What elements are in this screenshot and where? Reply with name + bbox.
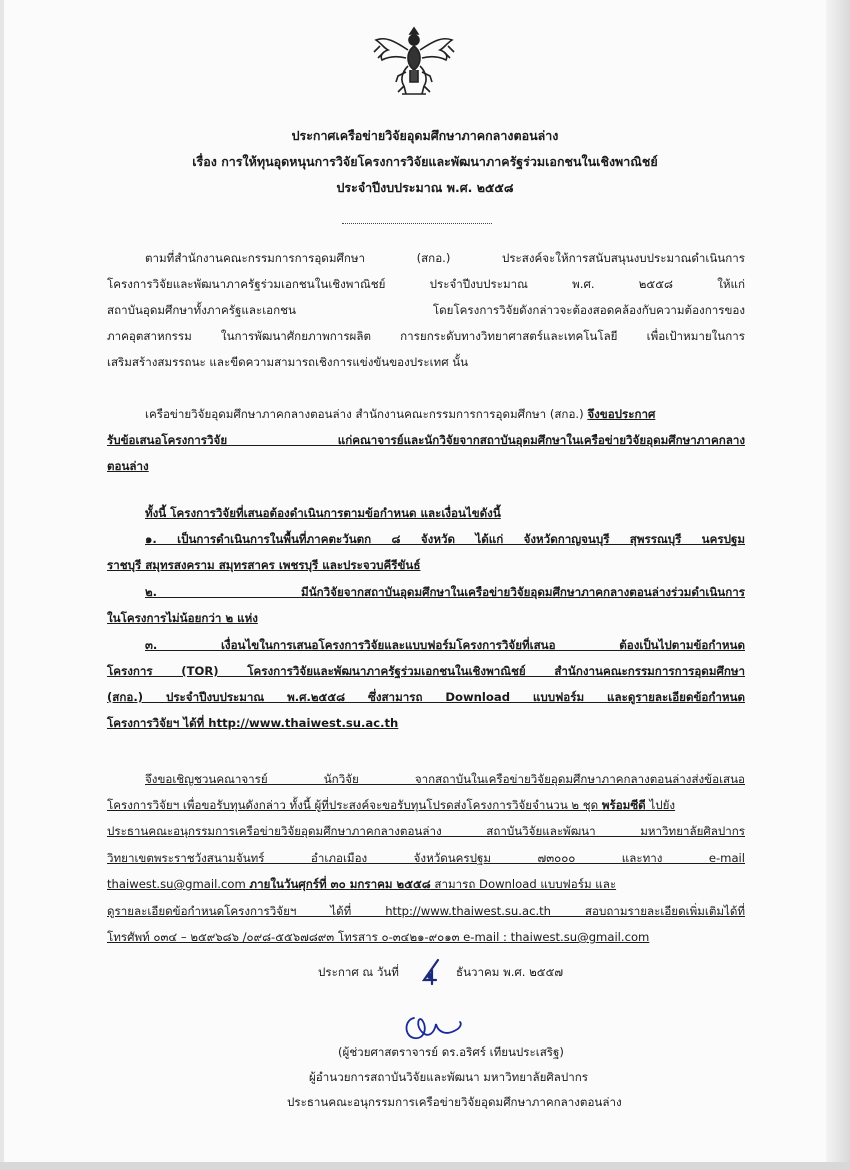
- signer-name: (ผู้ช่วยศาสตราจารย์ ดร.อริศร์ เทียนประเสริฐ): [338, 1045, 564, 1059]
- invite-text: ไปยัง: [645, 798, 676, 812]
- condition-3-line: โครงการ (TOR) โครงการวิจัยและพัฒนาภาครัฐร่วมเอกชนในเชิงพาณิชย์ สำนักงานคณะกรรมการการอุดมศึกษา: [107, 664, 745, 678]
- invite-line: วิทยาเขตพระราชวังสนามจันทร์ อำเภอเมือง จังหวัดนครปฐม ๗๓๐๐๐ และทาง e-mail: [107, 851, 745, 865]
- invite-text: สามารถ Download แบบฟอร์ม และ: [430, 877, 617, 891]
- condition-1-line: ๑. เป็นการดำเนินการในพื้นที่ภาคตะวันตก ๘ จังหวัด ได้แก่ จังหวัดกาญจนบุรี สุพรรณบุรี นครปฐม: [145, 532, 745, 546]
- invite-line: [107, 876, 616, 892]
- condition-1-line: ราชบุรี สมุทรสงคราม สมุทรสาคร เพชรบุรี และประจวบคีรีขันธ์: [107, 558, 421, 572]
- invite-emphasis: พร้อมซีดี: [601, 798, 646, 812]
- para1-line: ตามที่สำนักงานคณะกรรมการการอุดมศึกษา (สกอ.) ประสงค์จะให้การสนับสนุนงบประมาณดำเนินการ: [145, 251, 745, 265]
- announcement-subject: เรื่อง การให้ทุนอุดหนุนการวิจัยโครงการวิจัยและพัฒนาภาครัฐร่วมเอกชนในเชิงพาณิชย์: [192, 154, 658, 169]
- para2-emphasis: จึงขอประกาศ: [587, 407, 656, 421]
- invite-line: จึงขอเชิญชวนคณาจารย์ นักวิจัย จากสถาบันในเครือข่ายวิจัยอุดมศึกษาภาคกลางตอนล่างส่งข้อเสนอ: [145, 772, 745, 786]
- condition-3-line: (สกอ.) ประจำปีงบประมาณ พ.ศ.๒๕๕๘ ซึ่งสามารถ Download แบบฟอร์ม และดูรายละเอียดข้อกำหนด: [107, 690, 745, 704]
- condition-3-line: ๓. เงื่อนไขในการเสนอโครงการวิจัยและแบบฟอร์มโครงการวิจัยที่เสนอ ต้องเป็นไปตามข้อกำหนด: [145, 638, 745, 652]
- announcement-fiscal-year: ประจำปีงบประมาณ พ.ศ. ๒๕๕๘: [336, 180, 514, 195]
- deadline: ภายในวันศุกร์ที่ ๓๐ มกราคม ๒๕๕๘: [249, 877, 431, 891]
- signature-icon: [400, 1010, 472, 1046]
- header-divider: [342, 223, 492, 224]
- scan-left-edge: [0, 0, 4, 1170]
- signer-title: ประธานคณะอนุกรรมการเครือข่ายวิจัยอุดมศึกษาภาคกลางตอนล่าง: [287, 1095, 622, 1109]
- invite-text: โครงการวิจัยฯ เพื่อขอรับทุนดังกล่าว ทั้งนี้ ผู้ที่ประสงค์จะขอรับทุนโปรดส่งโครงการวิจัยจำนวน ๒ ชุด: [107, 798, 602, 812]
- conditions-intro: ทั้งนี้ โครงการวิจัยที่เสนอต้องดำเนินการตามข้อกำหนด และเงื่อนไขดังนี้: [145, 506, 501, 520]
- contact-email: thaiwest.su@gmail.com: [107, 877, 250, 891]
- invite-line: ดูรายละเอียดข้อกำหนดโครงการวิจัยฯ ได้ที่ http://www.thaiwest.su.ac.th สอบถามรายละเอียดเพิ่มเติมได้ที่: [107, 904, 745, 918]
- contact-phone-line: โทรศัพท์ ๐๓๔ – ๒๕๙๖๘๖ /๐๙๘-๕๕๖๗๘๙๓ โทรสาร ๐-๓๔๒๑-๙๐๑๓ e-mail : thaiwest.su@gmail.com: [107, 930, 650, 944]
- scan-right-edge: [826, 0, 850, 1170]
- para2-line: ตอนล่าง: [107, 459, 149, 473]
- invite-line: ประธานคณะอนุกรรมการเครือข่ายวิจัยอุดมศึกษาภาคกลางตอนล่าง สถาบันวิจัยและพัฒนา มหาวิทยาลัยศิลปากร: [107, 824, 745, 838]
- para2-text: เครือข่ายวิจัยอุดมศึกษาภาคกลางตอนล่าง สำนักงานคณะกรรมการการอุดมศึกษา (สกอ.): [145, 407, 588, 421]
- invite-line: [107, 797, 675, 813]
- condition-2-line: ในโครงการไม่น้อยกว่า ๒ แห่ง: [107, 611, 258, 625]
- handwritten-date-icon: [418, 958, 444, 986]
- garuda-emblem-icon: [372, 22, 456, 100]
- announcement-issuer: ประกาศเครือข่ายวิจัยอุดมศึกษาภาคกลางตอนล่าง: [291, 128, 559, 143]
- condition-2-line: ๒. มีนักวิจัยจากสถาบันอุดมศึกษาในเครือข่ายวิจัยอุดมศึกษาภาคกลางตอนล่างร่วมดำเนินการ: [145, 585, 745, 599]
- para2-line: รับข้อเสนอโครงการวิจัย แก่คณาจารย์และนักวิจัยจากสถาบันอุดมศึกษาในเครือข่ายวิจัยอุดมศึกษาภาคกลาง: [107, 433, 745, 447]
- para2-line: [145, 406, 655, 422]
- signer-title: ผู้อำนวยการสถาบันวิจัยและพัฒนา มหาวิทยาลัยศิลปากร: [309, 1070, 589, 1084]
- para1-line: โครงการวิจัยและพัฒนาภาครัฐร่วมเอกชนในเชิงพาณิชย์ ประจำปีงบประมาณ พ.ศ. ๒๕๕๘ ให้แก่: [107, 277, 745, 291]
- announcement-date-prefix: ประกาศ ณ วันที่: [318, 965, 399, 979]
- para1-line: เสริมสร้างสมรรถนะ และขีดความสามารถเชิงการแข่งขันของประเทศ นั้น: [107, 355, 469, 369]
- para1-line: ภาคอุตสาหกรรม ในการพัฒนาศักยภาพการผลิต การยกระดับทางวิทยาศาสตร์และเทคโนโลยี เพื่อเป้าหมายในการ: [107, 329, 745, 343]
- condition-3-line: โครงการวิจัยฯ ได้ที่ http://www.thaiwest.su.ac.th: [107, 716, 399, 730]
- scan-bottom-edge: [0, 1162, 850, 1170]
- announcement-date-suffix: ธันวาคม พ.ศ. ๒๕๕๗: [456, 965, 564, 979]
- para1-line: สถาบันอุดมศึกษาทั้งภาครัฐและเอกชน โดยโครงการวิจัยดังกล่าวจะต้องสอดคล้องกับความต้องการของ: [107, 303, 745, 317]
